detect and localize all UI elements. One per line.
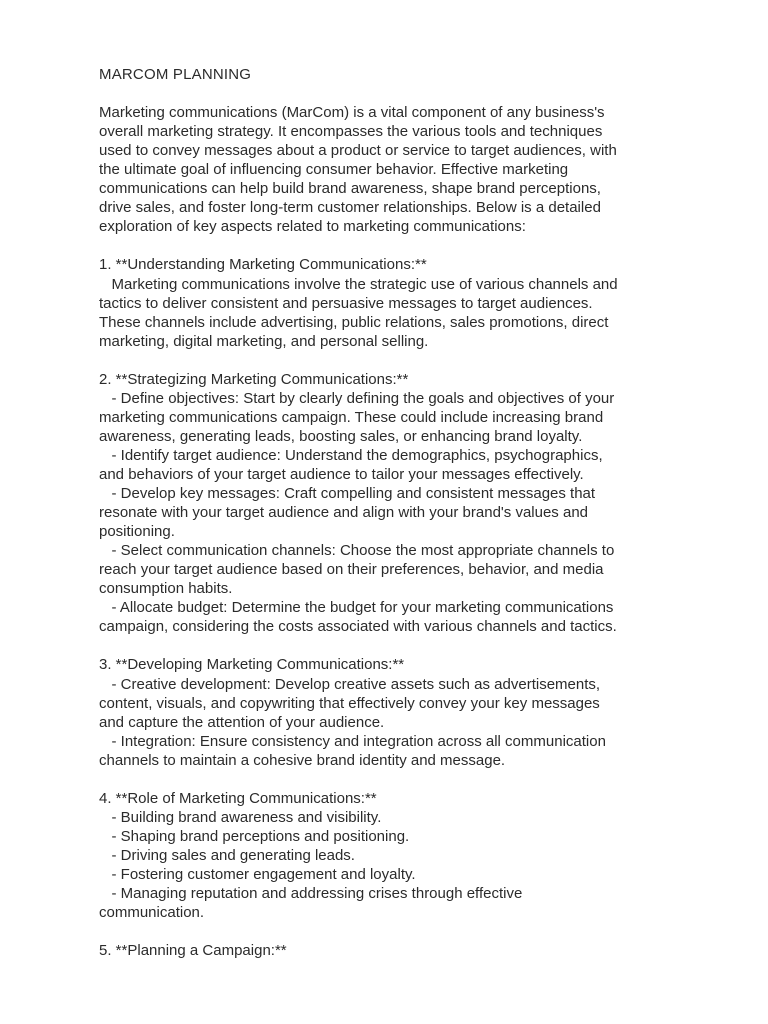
text-line	[99, 351, 699, 370]
text-line: Marketing communications (MarCom) is a vital component of any business's	[99, 104, 605, 122]
text-line: and capture the attention of your audience.	[99, 713, 385, 731]
text-line: 1. **Understanding Marketing Communications:**	[99, 256, 427, 274]
text-line: communication.	[99, 904, 205, 922]
text-line: Marketing communications involve the strategic use of various channels and	[99, 275, 618, 293]
text-line: 5. **Planning a Campaign:**	[99, 942, 287, 960]
text-line: tactics to deliver consistent and persuasive messages to target audiences.	[99, 294, 593, 312]
text-line: - Integration: Ensure consistency and integration across all communication	[99, 732, 606, 750]
document-body	[99, 65, 699, 960]
text-line	[99, 770, 699, 789]
text-line: used to convey messages about a product or service to target audiences, with	[99, 142, 617, 160]
text-line: marketing communications campaign. These could include increasing brand	[99, 408, 604, 426]
text-line: - Driving sales and generating leads.	[99, 846, 355, 864]
text-line: - Managing reputation and addressing crises through effective	[99, 885, 523, 903]
text-line: - Fostering customer engagement and loyalty.	[99, 865, 416, 883]
text-line: 2. **Strategizing Marketing Communications:**	[99, 370, 409, 388]
text-line: - Allocate budget: Determine the budget for your marketing communications	[99, 599, 614, 617]
document-title: MARCOM PLANNING	[99, 66, 252, 83]
text-line: resonate with your target audience and align with your brand's values and	[99, 504, 589, 522]
text-line	[99, 236, 699, 255]
text-line: channels to maintain a cohesive brand identity and message.	[99, 751, 506, 769]
text-line	[99, 922, 699, 941]
text-line: and behaviors of your target audience to tailor your messages effectively.	[99, 465, 584, 483]
text-line: consumption habits.	[99, 580, 233, 598]
text-line: 3. **Developing Marketing Communications:**	[99, 656, 405, 674]
text-line: reach your target audience based on their preferences, behavior, and media	[99, 561, 604, 579]
text-line: the ultimate goal of influencing consumer behavior. Effective marketing	[99, 161, 569, 179]
text-line: marketing, digital marketing, and personal selling.	[99, 332, 429, 350]
text-line: - Select communication channels: Choose the most appropriate channels to	[99, 542, 615, 560]
text-line: - Identify target audience: Understand the demographics, psychographics,	[99, 446, 603, 464]
text-line	[99, 636, 699, 655]
text-line: communications can help build brand awareness, shape brand perceptions,	[99, 180, 601, 198]
text-line: positioning.	[99, 523, 175, 541]
text-line: - Define objectives: Start by clearly defining the goals and objectives of your	[99, 389, 615, 407]
text-line: - Develop key messages: Craft compelling and consistent messages that	[99, 485, 596, 503]
text-line: content, visuals, and copywriting that effectively convey your key messages	[99, 694, 600, 712]
text-line: exploration of key aspects related to marketing communications:	[99, 218, 526, 236]
text-line: - Creative development: Develop creative assets such as advertisements,	[99, 675, 601, 693]
text-line: overall marketing strategy. It encompasses the various tools and techniques	[99, 123, 603, 141]
text-line	[99, 84, 699, 103]
text-line: campaign, considering the costs associated with various channels and tactics.	[99, 618, 617, 636]
text-line: drive sales, and foster long-term customer relationships. Below is a detailed	[99, 199, 601, 217]
text-line: - Shaping brand perceptions and positioning.	[99, 827, 410, 845]
text-line: 4. **Role of Marketing Communications:**	[99, 789, 377, 807]
text-line: - Building brand awareness and visibility.	[99, 808, 382, 826]
text-line: These channels include advertising, public relations, sales promotions, direct	[99, 313, 609, 331]
text-line: awareness, generating leads, boosting sales, or enhancing brand loyalty.	[99, 427, 583, 445]
document-lines	[99, 84, 699, 960]
